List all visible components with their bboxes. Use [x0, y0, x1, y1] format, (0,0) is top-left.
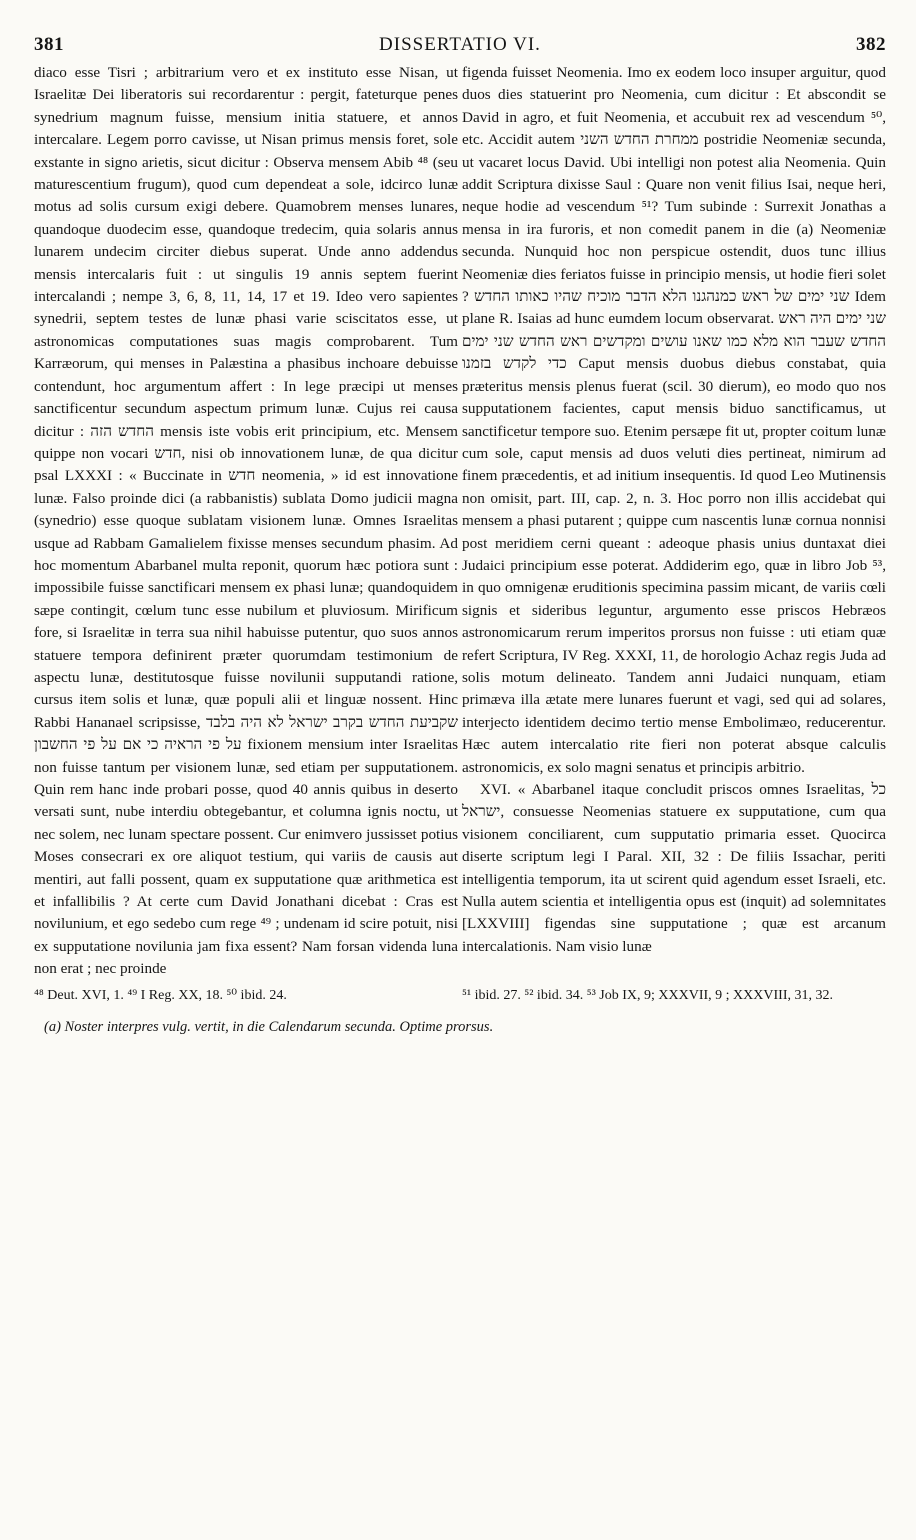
- footnotes-left: ⁴⁸ Deut. XVI, 1. ⁴⁹ I Reg. XX, 18. ⁵⁰ ibid. 24.: [34, 987, 287, 1003]
- translator-note: (a) Noster interpres vulg. vertit, in die Calendarum secunda. Optime prorsus.: [44, 1018, 494, 1035]
- left-column: [34, 62, 458, 981]
- running-head: [34, 34, 886, 60]
- page-number-left: 381: [34, 34, 64, 55]
- text-columns: [34, 62, 886, 981]
- right-column: [462, 62, 886, 981]
- footnotes: [34, 987, 886, 1005]
- paragraph: diaco esse Tisri ; arbitrarium vero et ex instituto esse Nisan, ut Israelitæ Dei liberatoris sui recordarentur : pergit, fateturque penes synedrium magnum fuisse, mensium initia statuere, et annos intercalare. Legem porro cavisse, ut Nisan primus mensis foret, sole exstante in signo arietis, sicut dicitur : Observa mensem Abib ⁴⁸ (seu maturescentium frugum), quod cum dependeat a sole, idcirco lunæ motus ad solis cursum exigi debere. Quamobrem menses lunares, quandoque duodecim esse, quandoque tredecim, quia solaris annus lunarem undecim circiter diebus superat. Unde anno addendus mensis intercalaris fuit : ut singulis 19 annis septem fuerint intercalandi ; nempe 3, 6, 8, 11, 14, 17 et 19. Ideo vero sapientes synedrii, septem testes de lunæ phasi varie sciscitatos esse, ut astronomicas computationes suas magis comprobarent. Tum Karræorum, qui menses in Palæstina a phasibus inchoare debuisse contendunt, hoc argumentum affert : In lege præcipi ut menses sanctificentur secundum aspectum primum lunæ. Cujus rei causa dicitur : החדש הזה mensis iste vobis erit principium, etc. Mensem quippe non vocari חדש, nisi ob innovationem lunæ, de qua dicitur psal LXXXI : « Buccinate in חדש neomenia, » id est innovatione lunæ. Falso proinde dici (a rabbanistis) sublata Domo judicii magna (synedrio) esse quoque sublatam visionem lunæ. Omnes Israelitas usque ad Rabbam Gamalielem fixisse menses secundum phasim. Ad hoc momentum Abarbanel multa reponit, quorum hæc potiora sunt : impossibile fuisse sanctificari mensem ex phasi lunæ; quandoquidem sæpe contingit, cœlum tunc esse nubilum et pluviosum. Mirificum fore, si Israelitæ in terra sua nihil habuisse putentur, quo suos annos statuere tempora definirent præter quorumdam testimonium de aspectu lunæ, destitutosque fuisse novilunii supputandi ratione, cursus item solis et lunæ, quæ populi alii et linguæ nossent. Hinc Rabbi Hananael scripsisse, שקביעת החדש בקרב ישראל לא היה בלבד על פי הראיה כי אם על פי החשבון fixionem mensium inter Israelitas non fuisse tantum per visionem lunæ, sed etiam per supputationem. Quin rem hanc inde probari posse, quod 40 annis quibus in deserto versati sunt, nube interdiu obtegebantur, et columna ignis noctu, ut nec solem, nec lunam spectare possent. Cur enimvero jussisset potius Moses consecrari ex ore aliquot testium, qui variis de causis aut mentiri, aut falli possent, quam ex supputatione quæ arithmetica est et infallibilis ? At certe cum David Jonathani dicebat : Cras est novilunium, et ego sedebo cum rege ⁴⁹ ; undenam id scire potuit, nisi ex supputatione novilunia jam fixa essent? Nam forsan videnda luna non erat ; nec proinde: [34, 64, 458, 978]
- paragraph: XVI. « Abarbanel itaque concludit priscos omnes Israelitas, כל ישראל, consuesse Neomenias statuere ex supputatione, cum qua visionem conciliarent, cum supputatio primaria esset. Quocirca diserte scriptum legi I Paral. XII, 32 : De filiis Issachar, periti intelligentia temporum, ita ut scirent quid agendum esset Israeli, etc. Nulla autem scientia et intelligentia opus est (inquit) ad solemnitates [LXXVIII] figendas sine supputatione ; quæ est arcanum intercalationis. Nam visio lunæ: [462, 781, 886, 955]
- paragraph: figenda fuisset Neomenia. Imo ex eodem loco insuper arguitur, quod duos dies statuerint pro Neomenia, cum dicitur : Et abscondit se David in agro, et fuit Neomenia, et accubuit rex ad vescendum ⁵⁰, etc. Accidit autem ממחרת החדש השני postridie Neomeniæ secunda, ut vacaret locus David. Ubi intelligi non potest alia Neomenia. Quin addit Scriptura dixisse Saul : Quare non venit filius Isai, neque heri, neque hodie ad vescendum ⁵¹? Tum subinde : Surrexit Jonathas a mensa in ira furoris, et non comedit panem in die (a) Neomeniæ secunda. Nunquid hoc non perspicue ostendit, duos tunc illius Neomeniæ dies feriatos fuisse in principio mensis, ut hodie fieri solet ? שני ימים של ראש כמנהגנו הלא הדבר מוכיח שהיו כאותו החדש Idem plane R. Isaias ad hunc eumdem locum observarat. שני ימים היה ראש החדש שעבר הוא מלא כמו שאנו עושים ומקדשים ראש החדש שני ימים כדי לקדש בזמנו Caput mensis duobus diebus constabat, quia præteritus mensis plenus fuerat (scil. 30 dierum), eo modo quo nos supputationem facientes, caput mensis biduo sanctificamus, ut sanctificetur tempore suo. Etenim persæpe fit ut, propter coitum lunæ cum sole, caput mensis ad duos veluti dies pertineat, nimirum ad finem præcedentis, et ad initium insequentis. Id quod Leo Mutinensis non omisit, part. III, cap. 2, n. 3. Hoc porro non illis accidebat qui mensem a phasi putarent ; quippe cum nascentis lunæ cornua nonnisi post meridiem cerni queant : adeoque phasis unius duntaxat diei Judaici principium esse poterat. Addiderim ego, quæ in libro Job ⁵³, in quo omnigenæ eruditionis specimina passim micant, de variis cœli signis et sideribus leguntur, argumento esse priscos Hebræos astronomicarum rerum imperitos prorsus non fuisse : uti etiam quæ refert Scriptura, IV Reg. XXXI, 11, de horologio Achaz regis Juda ad solis motum delineato. Tandem anni Judaici nunquam, etiam primæva illa ætate mere lunares fuerunt et vagi, sed qui ad solares, interjecto identidem decimo tertio mense Embolimæo, reducerentur. Hæc autem intercalatio rite fieri non poterat absque calculis astronomicis, ex solo magni senatus et principis arbitrio.: [462, 64, 886, 776]
- footnotes-right: ⁵¹ ibid. 27. ⁵² ibid. 34. ⁵³ Job IX, 9; XXXVII, 9 ; XXXVIII, 31, 32.: [462, 987, 833, 1003]
- page-number-right: 382: [855, 34, 886, 55]
- running-title: DISSERTATIO VI.: [379, 34, 541, 55]
